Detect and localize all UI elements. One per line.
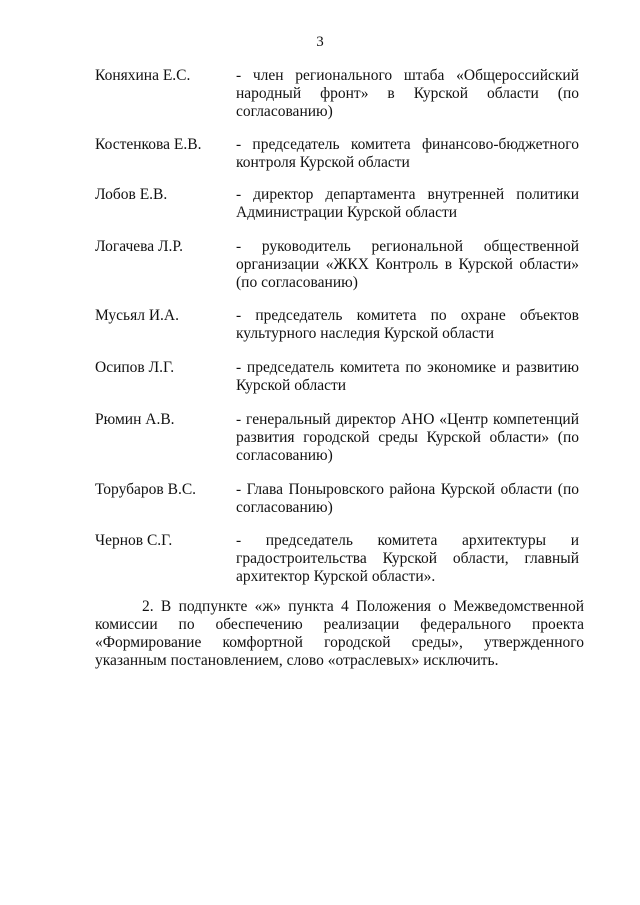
member-name: Костенкова Е.В. — [95, 136, 202, 153]
member-role: - член регионального штаба «Общероссийский народный фронт» в Курской области (по согласованию) — [236, 67, 579, 120]
member-role: - директор департамента внутренней политики Администрации Курской области — [236, 186, 579, 221]
member-name: Логачева Л.Р. — [95, 238, 183, 255]
member-name: Коняхина Е.С. — [95, 67, 191, 84]
member-name: Осипов Л.Г. — [95, 359, 175, 376]
body-paragraph: 2. В подпункте «ж» пункта 4 Положения о Межведомственной комиссии по обеспечению реализации федерального проекта «Формирование комфортной городской среды», утвержденного указанным постановлением, слово «отраслевых» исключить. — [95, 598, 584, 669]
member-role: - председатель комитета архитектуры и градостроительства Курской области, главный архитектор Курской области». — [236, 532, 579, 585]
member-name: Торубаров В.С. — [95, 481, 197, 498]
member-name: Лобов Е.В. — [95, 186, 168, 203]
member-role: - Глава Поныровского района Курской области (по согласованию) — [236, 481, 579, 516]
member-role: - председатель комитета по охране объектов культурного наследия Курской области — [236, 307, 579, 342]
member-name: Чернов С.Г. — [95, 532, 173, 549]
member-role: - генеральный директор АНО «Центр компетенций развития городской среды Курской области» (по согласованию) — [236, 411, 579, 464]
member-role: - председатель комитета финансово-бюджетного контроля Курской области — [236, 136, 579, 171]
page-number: 3 — [316, 34, 324, 50]
member-role: - руководитель региональной общественной организации «ЖКХ Контроль в Курской области» (по согласованию) — [236, 238, 579, 291]
member-role: - председатель комитета по экономике и развитию Курской области — [236, 359, 579, 394]
member-name: Мусьял И.А. — [95, 307, 179, 324]
member-name: Рюмин А.В. — [95, 411, 175, 428]
